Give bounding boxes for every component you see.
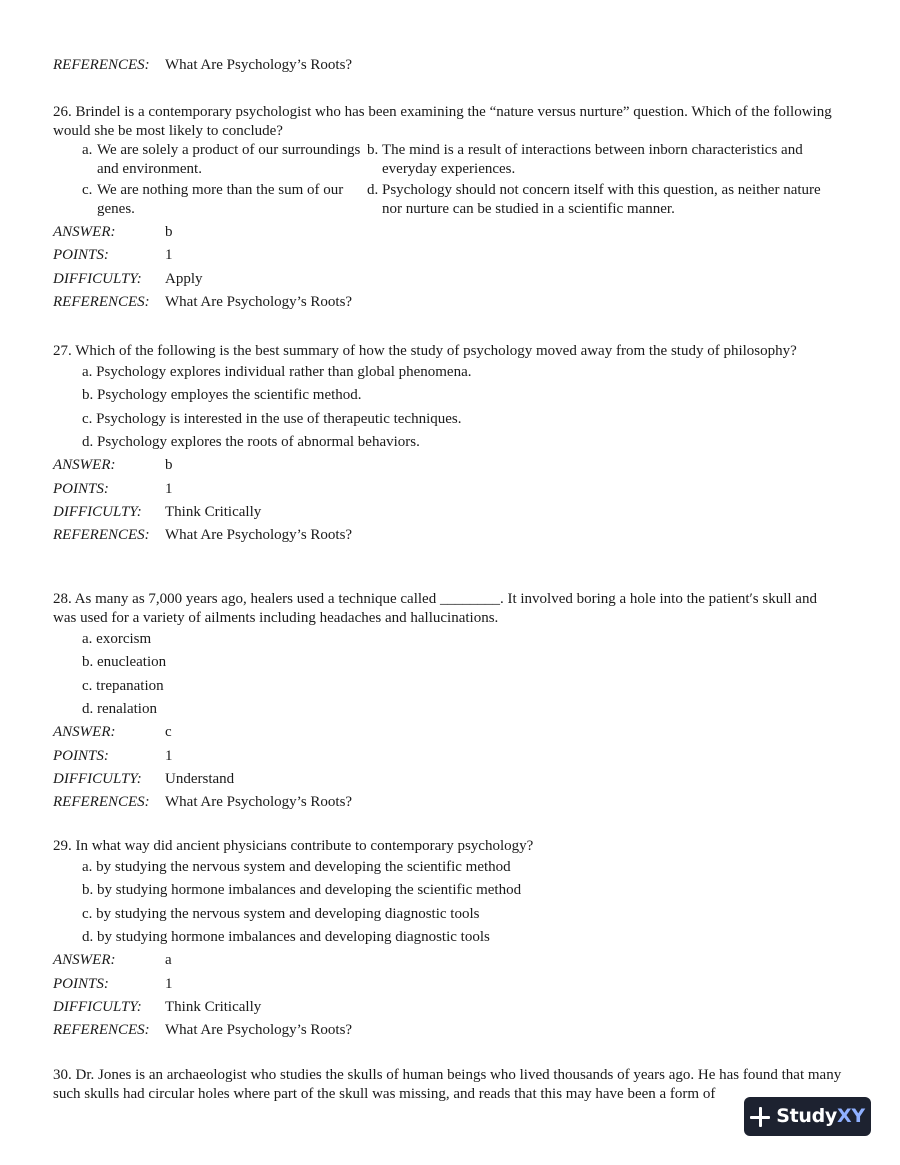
option-letter: a. xyxy=(82,631,93,648)
question-30 xyxy=(53,1066,843,1102)
top-reference xyxy=(53,54,843,77)
points-value: 1 xyxy=(165,747,173,764)
question-meta xyxy=(53,454,843,547)
meta-label: DIFFICULTY: xyxy=(53,503,142,520)
options-grid xyxy=(53,141,843,221)
references-value: What Are Psychology’s Roots? xyxy=(165,527,353,544)
meta-label: REFERENCES: xyxy=(53,1022,150,1039)
options-list xyxy=(53,628,843,721)
options-list xyxy=(53,361,843,454)
option-letter: c. xyxy=(82,677,93,694)
meta-label: DIFFICULTY: xyxy=(53,770,142,787)
difficulty-value: Think Critically xyxy=(165,998,262,1015)
option-a xyxy=(53,628,843,651)
plus-icon xyxy=(750,1107,770,1127)
studyxy-logo[interactable] xyxy=(744,1097,871,1136)
meta-label: DIFFICULTY: xyxy=(53,998,142,1015)
question-29 xyxy=(53,837,843,1042)
meta-label: REFERENCES: xyxy=(53,527,150,544)
option-text: by studying the nervous system and developing the scientific method xyxy=(96,859,511,876)
option-b xyxy=(53,651,843,674)
logo-text-main: Study xyxy=(776,1105,837,1127)
option-letter: b. xyxy=(82,654,94,671)
question-27 xyxy=(53,342,843,547)
answer-value: b xyxy=(165,224,173,241)
option-letter: b. xyxy=(367,142,379,158)
option-b xyxy=(367,141,837,179)
option-letter: b. xyxy=(82,882,94,899)
option-a xyxy=(53,361,843,384)
option-d xyxy=(53,926,843,949)
option-text: The mind is a result of interactions between inborn characteristics and everyday experiences. xyxy=(382,142,803,177)
option-letter: a. xyxy=(82,859,93,876)
answer-value: a xyxy=(165,952,172,969)
meta-value: What Are Psychology’s Roots? xyxy=(165,57,353,74)
option-letter: c. xyxy=(82,182,93,198)
option-text: trepanation xyxy=(96,677,164,694)
meta-label: REFERENCES: xyxy=(53,294,150,311)
option-letter: d. xyxy=(82,434,94,451)
option-letter: b. xyxy=(82,387,94,404)
meta-label: POINTS: xyxy=(53,247,109,264)
points-value: 1 xyxy=(165,975,173,992)
option-text: Psychology explores the roots of abnormal behaviors. xyxy=(97,434,420,451)
meta-label: ANSWER: xyxy=(53,952,116,969)
difficulty-value: Apply xyxy=(165,270,203,287)
meta-label: REFERENCES: xyxy=(53,794,150,811)
option-text: enucleation xyxy=(97,654,167,671)
question-stem: 27. Which of the following is the best summary of how the study of psychology moved away from the study of philosophy? xyxy=(53,343,797,359)
option-text: We are nothing more than the sum of our genes. xyxy=(97,182,344,217)
logo-text-accent: XY xyxy=(836,1105,865,1127)
meta-label: ANSWER: xyxy=(53,224,116,241)
meta-label: ANSWER: xyxy=(53,457,116,474)
difficulty-value: Understand xyxy=(165,770,235,787)
question-meta xyxy=(53,949,843,1042)
option-c xyxy=(53,675,843,698)
option-text: by studying hormone imbalances and developing the scientific method xyxy=(97,882,522,899)
option-letter: a. xyxy=(82,142,93,158)
answer-value: b xyxy=(165,457,173,474)
answer-value: c xyxy=(165,724,172,741)
option-text: exorcism xyxy=(96,631,152,648)
question-meta xyxy=(53,721,843,814)
meta-label: REFERENCES: xyxy=(53,57,150,74)
references-value: What Are Psychology’s Roots? xyxy=(165,294,353,311)
points-value: 1 xyxy=(165,247,173,264)
option-letter: c. xyxy=(82,905,93,922)
meta-label: ANSWER: xyxy=(53,724,116,741)
option-letter: c. xyxy=(82,410,93,427)
option-c xyxy=(53,903,843,926)
references-value: What Are Psychology’s Roots? xyxy=(165,1022,353,1039)
option-text: Psychology employes the scientific method. xyxy=(97,387,362,404)
question-stem: 28. As many as 7,000 years ago, healers used a technique called ________. It involved boring a hole into the patient′s skull and was used for a variety of ailments including headaches and hallucinations. xyxy=(53,591,817,626)
option-text: renalation xyxy=(97,701,157,718)
question-stem: 30. Dr. Jones is an archaeologist who studies the skulls of human beings who lived thousands of years ago. He has found that many such skulls had circular holes where part of the skull was missing, and reads that this may have been a form of xyxy=(53,1067,842,1102)
option-d xyxy=(53,431,843,454)
option-a xyxy=(53,856,843,879)
logo-text xyxy=(776,1107,865,1126)
option-letter: d. xyxy=(82,929,94,946)
question-28 xyxy=(53,590,843,814)
option-text: by studying the nervous system and developing diagnostic tools xyxy=(96,905,480,922)
meta-label: POINTS: xyxy=(53,975,109,992)
meta-label: POINTS: xyxy=(53,747,109,764)
difficulty-value: Think Critically xyxy=(165,503,262,520)
option-text: We are solely a product of our surroundings and environment. xyxy=(97,142,361,177)
option-b xyxy=(53,879,843,902)
question-26 xyxy=(53,103,843,314)
options-list xyxy=(53,856,843,949)
option-a xyxy=(82,141,367,179)
option-letter: d. xyxy=(82,701,94,718)
option-letter: d. xyxy=(367,182,379,198)
option-d xyxy=(367,181,837,219)
option-text: Psychology should not concern itself with this question, as neither nature nor nurture can be studied in a scientific manner. xyxy=(382,182,821,217)
meta-label: POINTS: xyxy=(53,480,109,497)
option-b xyxy=(53,384,843,407)
question-stem: 26. Brindel is a contemporary psychologist who has been examining the “nature versus nurture” question. Which of the following would she be most likely to conclude? xyxy=(53,104,832,139)
option-text: by studying hormone imbalances and developing diagnostic tools xyxy=(97,929,490,946)
question-meta xyxy=(53,221,843,314)
references-value: What Are Psychology’s Roots? xyxy=(165,794,353,811)
points-value: 1 xyxy=(165,480,173,497)
option-c xyxy=(53,408,843,431)
option-d xyxy=(53,698,843,721)
option-text: Psychology is interested in the use of therapeutic techniques. xyxy=(96,410,462,427)
option-c xyxy=(82,181,367,219)
option-letter: a. xyxy=(82,364,93,381)
question-stem: 29. In what way did ancient physicians contribute to contemporary psychology? xyxy=(53,838,534,854)
option-text: Psychology explores individual rather than global phenomena. xyxy=(96,364,472,381)
meta-label: DIFFICULTY: xyxy=(53,270,142,287)
